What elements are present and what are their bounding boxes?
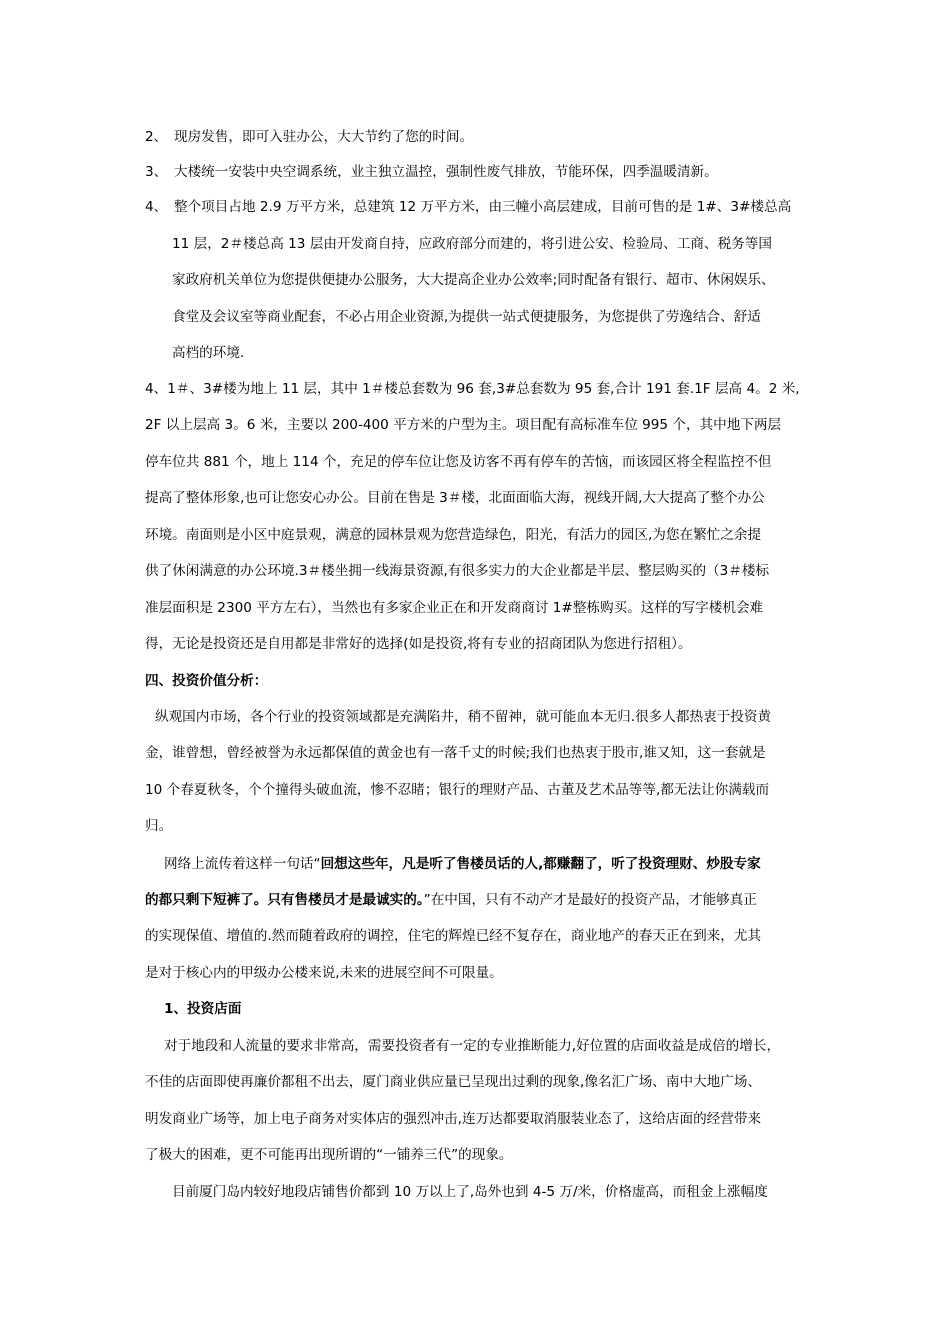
- list-number-2: 2、: [145, 129, 168, 145]
- paragraph-line: 环境。南面则是小区中庭景观，满意的园林景观为您营造绿色，阳光，有活力的园区,为您在繁忙之余提: [145, 527, 762, 543]
- paragraph-line: 明发商业广场等，加上电子商务对实体店的强烈冲击,连万达都要取消服装业态了，这给店面的经营带来: [145, 1111, 762, 1127]
- section-heading: 四、投资价值分析：: [145, 673, 268, 689]
- paragraph-line: 是对于核心内的甲级办公楼来说,未来的进展空间不可限量。: [145, 965, 503, 981]
- paragraph-line: 不佳的店面即使再廉价都租不出去，厦门商业供应量已呈现出过剩的现象,像名汇广场、南中大地广场、: [145, 1074, 762, 1090]
- list-item-4-line: 高档的环境.: [172, 345, 245, 361]
- quote-bold-text: 回想这些年，凡是听了售楼员话的人,都赚翻了，听了投资理财、炒股专家: [320, 856, 761, 872]
- paragraph-line: 4、1＃、3#楼为地上 11 层，其中 1＃楼总套数为 96 套,3#总套数为 95 套,合计 191 套.1F 层高 4。2 米,: [145, 381, 800, 397]
- list-item-4-line: 整个项目占地 2.9 万平方米，总建筑 12 万平方米，由三幢小高层建成，目前可售的是 1#、3#楼总高: [174, 199, 792, 215]
- paragraph-line: 2F 以上层高 3。6 米，主要以 200-400 平方米的户型为主。项目配有高标准车位 995 个，其中地下两层: [145, 417, 782, 433]
- paragraph-line: 准层面积是 2300 平方左右），当然也有多家企业正在和开发商商讨 1#整栋购买。这样的写字楼机会难: [145, 600, 764, 616]
- paragraph-line: [145, 891, 757, 909]
- paragraph-line: 金，谁曾想，曾经被誉为永远都保值的黄金也有一落千丈的时候;我们也热衷于股市,谁又知，这一套就是: [145, 745, 766, 761]
- paragraph-line: 停车位共 881 个，地上 114 个，充足的停车位让您及访客不再有停车的苦恼，而该园区将全程监控不但: [145, 454, 772, 470]
- paragraph-line: 纵观国内市场，各个行业的投资领域都是充满陷井，稍不留神，就可能血本无归.很多人都热衷于投资黄: [155, 709, 772, 725]
- paragraph-line: 供了休闲满意的办公环境.3＃楼坐拥一线海景资源,有很多实力的大企业都是半层、整层购买的（3＃楼标: [145, 563, 770, 579]
- paragraph-line: 提高了整体形象,也可让您安心办公。目前在售是 3＃楼，北面面临大海，视线开阔,大大提高了整个办公: [145, 490, 765, 506]
- paragraph-line: [164, 855, 761, 873]
- list-item-3-text: 大楼统一安装中央空调系统，业主独立温控，强制性废气排放，节能环保，四季温暖清新。: [174, 164, 718, 180]
- paragraph-line: 归。: [145, 818, 173, 834]
- paragraph-line: 的实现保值、增值的.然而随着政府的调控，住宅的辉煌已经不复存在，商业地产的春天正在到来，尤其: [145, 928, 762, 944]
- list-item-4-line: 家政府机关单位为您提供便捷办公服务，大大提高企业办公效率;同时配备有银行、超市、休闲娱乐、: [172, 272, 775, 288]
- list-item-2-text: 现房发售，即可入驻办公，大大节约了您的时间。: [174, 129, 474, 145]
- quote-bold-text: 的都只剩下短裤了。只有售楼员才是最诚实的。: [145, 892, 424, 908]
- list-number-3: 3、: [145, 164, 168, 180]
- subheading: 1、投资店面: [164, 1001, 242, 1017]
- paragraph-line: 得，无论是投资还是自用都是非常好的选择(如是投资,将有专业的招商团队为您进行招租）。: [145, 636, 692, 652]
- quote-suffix: ”在中国，只有不动产才是最好的投资产品，才能够真正: [423, 892, 757, 908]
- list-item-4-line: 11 层，2＃楼总高 13 层由开发商自持，应政府部分而建的，将引进公安、检验局、工商、税务等国: [172, 236, 772, 252]
- list-number-4: 4、: [145, 199, 168, 215]
- paragraph-line: 了极大的困难，更不可能再出现所谓的“一铺养三代”的现象。: [145, 1147, 513, 1163]
- quote-prefix: 网络上流传着这样一句话“: [164, 856, 321, 872]
- paragraph-line: 对于地段和人流量的要求非常高，需要投资者有一定的专业推断能力,好位置的店面收益是成倍的增长，: [164, 1038, 781, 1054]
- paragraph-line: 目前厦门岛内较好地段店铺售价都到 10 万以上了,岛外也到 4-5 万/米，价格虚高，而租金上涨幅度: [172, 1184, 768, 1200]
- paragraph-line: 10 个春夏秋冬，个个撞得头破血流，惨不忍睹；银行的理财产品、古董及艺术品等等,都无法让你满载而: [145, 782, 770, 798]
- list-item-4-line: 食堂及会议室等商业配套，不必占用企业资源,为提供一站式便捷服务，为您提供了劳逸结合、舒适: [172, 309, 761, 325]
